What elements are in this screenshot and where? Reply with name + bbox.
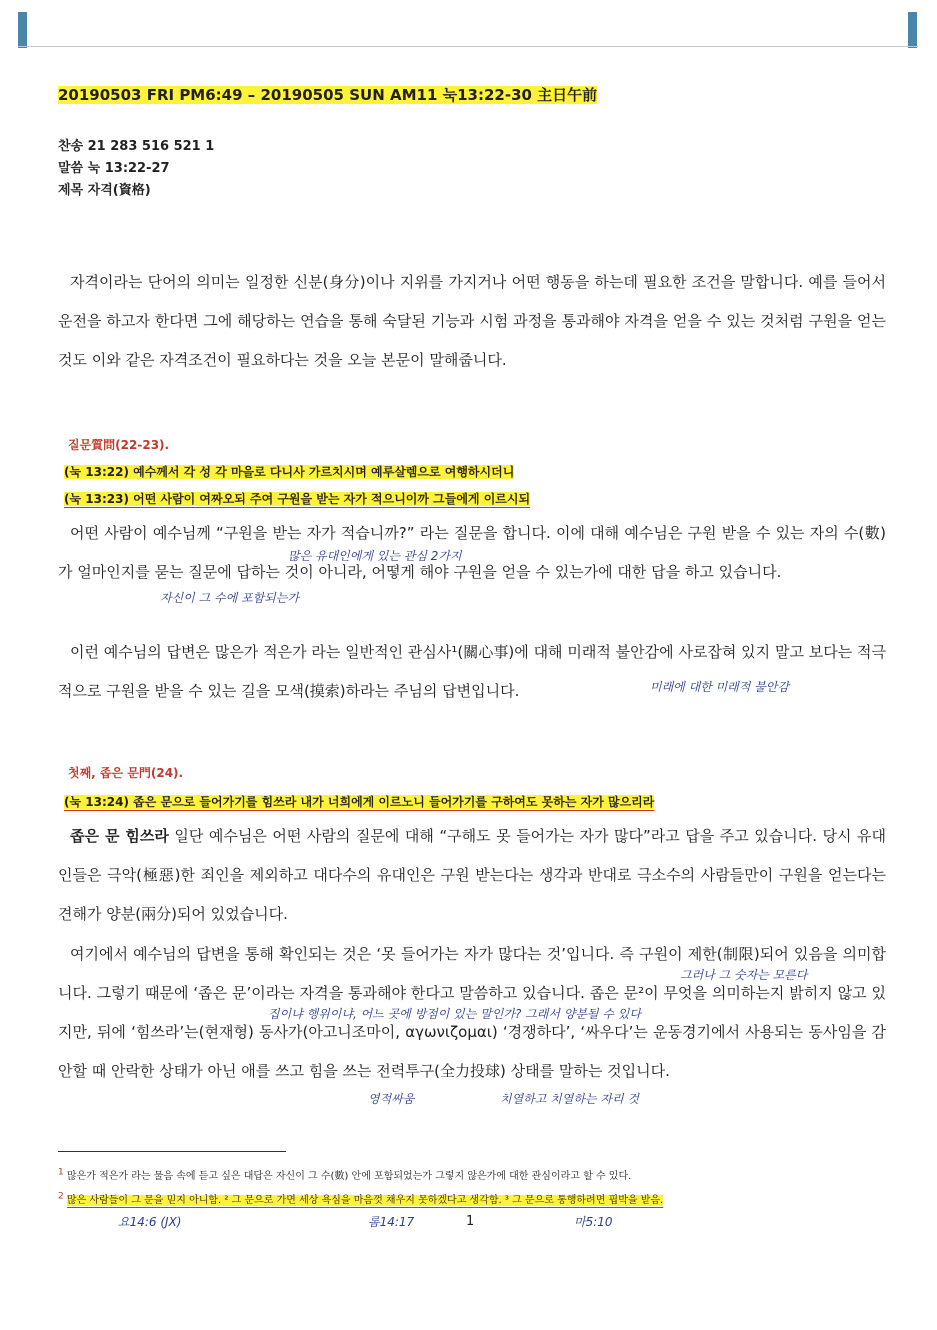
section1-heading: 질문質問(22-23).: [68, 438, 170, 452]
footnote-1-marker: 1: [58, 1167, 64, 1178]
footnote-1-text: 많은가 적은가 라는 물음 속에 듣고 싶은 대답은 자신이 그 수(數) 안에 포함되었는가 그렇지 않은가에 대한 관심이라고 할 수 있다.: [66, 1171, 632, 1182]
footnote-2-text: 많은 사람들이 그 문을 믿지 아니함. ² 그 문으로 가면 세상 욕심을 마음껏 채우지 못하겠다고 생각함. ³ 그 문으로 통행하려면 핍박을 받음.: [66, 1195, 664, 1206]
verse-13-22: [64, 463, 514, 480]
handnote-9: 롬14:17: [368, 1215, 415, 1229]
handnote-1: 많은 유대인에게 있는 관심 2가지: [288, 549, 462, 563]
section2-lead: 좁은 문 힘쓰라: [70, 827, 169, 845]
top-left-bar: [18, 12, 27, 48]
scripture-line: 말씀 눅 13:22-27: [58, 161, 170, 176]
handnote-7: 치열하고 치열하는 자리 것: [500, 1092, 639, 1106]
footnote-1: [58, 1167, 631, 1182]
section2-heading: 첫째, 좁은 문門(24).: [68, 766, 184, 780]
header-text: 20190503 FRI PM6:49 – 20190505 SUN AM11 눅13:22-30 主日午前: [58, 86, 598, 104]
section2-paragraph1: [58, 817, 886, 934]
footnote-2-marker: 2: [58, 1191, 64, 1202]
section1-paragraph1: 어떤 사람이 예수님께 “구원을 받는 자가 적습니까?” 라는 질문을 합니다. 이에 대해 예수님은 구원 받을 수 있는 자의 수(數)가 얼마인지를 묻는 질문에 답하는 것이 아니라, 어떻게 해야 구원을 얻을 수 있는가에 대한 답을 하고 있습니다.: [58, 524, 886, 581]
handnote-6: 영적싸움: [368, 1092, 415, 1106]
handnote-10: 마5:10: [574, 1215, 613, 1229]
section2-paragraph2: 여기에서 예수님의 답변을 통해 확인되는 것은 ‘못 들어가는 자가 많다는 것’입니다. 즉 구원이 제한(制限)되어 있음을 의미합니다. 그렇기 때문에 ‘좁은 문’이라는 자격을 통과해야 한다고 말씀하고 있습니다. 좁은 문²이 무엇을 의미하는지 밝히지 않고 있지만, 뒤에 ‘힘쓰라’는(현재형) 동사가(아고니조마이, αγωνιζομαι) ‘경쟁하다’, ‘싸우다’는 운동경기에서 사용되는 동사임을 감안할 때 안락한 상태가 아닌 애를 쓰고 힘을 쓰는 전력투구(全力投球) 상태를 말하는 것입니다.: [58, 945, 886, 1080]
verse-13-22-text: (눅 13:22) 예수께서 각 성 각 마을로 다니사 가르치시며 예루살렘으로 여행하시더니: [64, 465, 515, 479]
verse-13-23-text: (눅 13:23) 어떤 사람이 여짜오되 주여 구원을 받는 자가 적으니이까 그들에게 이르시되: [64, 492, 531, 506]
handnote-4: 그러나 그 숫자는 모른다: [680, 968, 808, 982]
footnote-rule: [58, 1151, 286, 1152]
intro-paragraph: 자격이라는 단어의 의미는 일정한 신분(身分)이나 지위를 가지거나 어떤 행동을 하는데 필요한 조건을 말합니다. 예를 들어서 운전을 하고자 한다면 그에 해당하는 연습을 통해 숙달된 기능과 시험 과정을 통과해야 자격을 얻을 수 있는 것처럼 구원을 얻는 것도 이와 같은 자격조건이 필요하다는 것을 오늘 본문이 말해줍니다.: [58, 273, 886, 369]
verse-13-23: [64, 490, 530, 507]
handnote-3: 미래에 대한 미래적 불안감: [650, 680, 789, 694]
handnote-8: 요14:6 (JX): [118, 1215, 182, 1229]
hymn-line: 찬송 21 283 516 521 1: [58, 139, 215, 154]
top-rule: [18, 46, 918, 47]
verse-13-24: [64, 793, 654, 810]
handnote-5: 집이냐 행위이냐, 어느 곳에 방점이 있는 말인가? 그래서 양분될 수 있다: [268, 1007, 641, 1021]
top-right-bar: [908, 12, 917, 48]
section1-paragraph2: 이런 예수님의 답변은 많은가 적은가 라는 일반적인 관심사¹(關心事)에 대해 미래적 불안감에 사로잡혀 있지 말고 보다는 적극적으로 구원을 받을 수 있는 길을 모색(摸索)하라는 주님의 답변입니다.: [58, 643, 886, 700]
verse-13-24-text: (눅 13:24) 좁은 문으로 들어가기를 힘쓰라 내가 너희에게 이르노니 들어가기를 구하여도 못하는 자가 많으리라: [64, 795, 655, 809]
section2-paragraph1-text: 일단 예수님은 어떤 사람의 질문에 대해 “구해도 못 들어가는 자가 많다”라고 답을 주고 있습니다. 당시 유대인들은 극악(極惡)한 죄인을 제외하고 대다수의 유대인은 구원 받는다는 생각과 반대로 극소수의 사람들만이 구원을 얻는다는 견해가 양분(兩分)되어 있었습니다.: [58, 827, 887, 923]
page-number: 1: [466, 1214, 475, 1229]
handnote-2: 자신이 그 수에 포함되는가: [160, 591, 299, 605]
header-date-line: [58, 84, 597, 105]
title-line: 제목 자격(資格): [58, 183, 151, 198]
footnote-2: [58, 1191, 663, 1206]
